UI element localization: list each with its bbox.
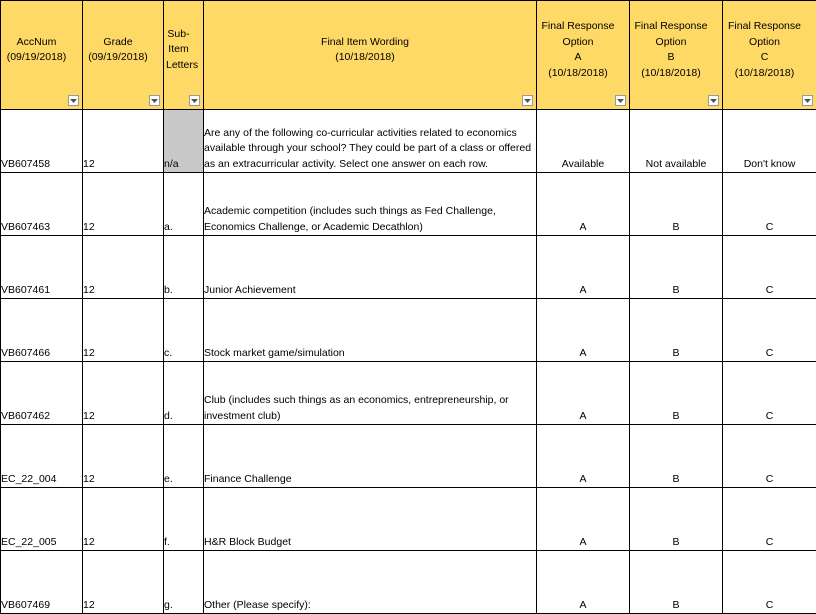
- dropdown-arrow-icon: [617, 99, 624, 103]
- cell-item-wording[interactable]: H&R Block Budget: [204, 488, 537, 551]
- cell-item-wording[interactable]: Stock market game/simulation: [204, 299, 537, 362]
- dropdown-arrow-icon: [191, 99, 198, 103]
- cell-option-a[interactable]: Available: [537, 110, 630, 173]
- cell-item-wording[interactable]: Junior Achievement: [204, 236, 537, 299]
- header-row: [1, 1, 816, 110]
- filter-dropdown-button[interactable]: [68, 95, 79, 106]
- cell-option-b[interactable]: B: [630, 425, 723, 488]
- filter-dropdown-button[interactable]: [708, 95, 719, 106]
- cell-accnum[interactable]: VB607458: [1, 110, 83, 173]
- cell-sub-item[interactable]: e.: [164, 425, 204, 488]
- cell-option-a[interactable]: A: [537, 173, 630, 236]
- cell-sub-item[interactable]: n/a: [164, 110, 204, 173]
- column-header-label: Final Response Option A (10/18/2018): [537, 19, 629, 91]
- cell-grade[interactable]: 12: [83, 551, 164, 614]
- filter-dropdown-button[interactable]: [802, 95, 813, 106]
- cell-option-a[interactable]: A: [537, 488, 630, 551]
- column-header-final-item-wording: [204, 1, 537, 110]
- cell-grade[interactable]: 12: [83, 299, 164, 362]
- table-row: [1, 551, 816, 614]
- cell-grade[interactable]: 12: [83, 173, 164, 236]
- cell-item-wording[interactable]: Club (includes such things as an economics, entrepreneurship, or investment club): [204, 362, 537, 425]
- cell-option-b[interactable]: Not available: [630, 110, 723, 173]
- cell-option-c[interactable]: Don't know: [723, 110, 816, 173]
- cell-option-c[interactable]: C: [723, 362, 816, 425]
- table-row: [1, 236, 816, 299]
- cell-grade[interactable]: 12: [83, 488, 164, 551]
- dropdown-arrow-icon: [804, 99, 811, 103]
- cell-option-b[interactable]: B: [630, 299, 723, 362]
- cell-accnum[interactable]: VB607461: [1, 236, 83, 299]
- column-header-sub-item-letters: [164, 1, 204, 110]
- table-row: [1, 173, 816, 236]
- cell-sub-item[interactable]: d.: [164, 362, 204, 425]
- cell-sub-item[interactable]: g.: [164, 551, 204, 614]
- table-row: [1, 425, 816, 488]
- cell-accnum[interactable]: EC_22_005: [1, 488, 83, 551]
- filter-dropdown-button[interactable]: [189, 95, 200, 106]
- cell-option-a[interactable]: A: [537, 236, 630, 299]
- table-row: [1, 110, 816, 173]
- column-header-grade: [83, 1, 164, 110]
- cell-option-b[interactable]: B: [630, 173, 723, 236]
- table-row: [1, 488, 816, 551]
- cell-item-wording[interactable]: Academic competition (includes such things as Fed Challenge, Economics Challenge, or Academic Decathlon): [204, 173, 537, 236]
- dropdown-arrow-icon: [151, 99, 158, 103]
- column-header-label: Final Response Option C (10/18/2018): [723, 19, 816, 91]
- filter-dropdown-button[interactable]: [615, 95, 626, 106]
- dropdown-arrow-icon: [524, 99, 531, 103]
- filter-dropdown-button[interactable]: [522, 95, 533, 106]
- cell-option-c[interactable]: C: [723, 551, 816, 614]
- cell-option-a[interactable]: A: [537, 551, 630, 614]
- dropdown-arrow-icon: [70, 99, 77, 103]
- cell-option-b[interactable]: B: [630, 362, 723, 425]
- cell-grade[interactable]: 12: [83, 236, 164, 299]
- column-header-label: Final Response Option B (10/18/2018): [630, 19, 722, 91]
- column-header-label: AccNum (09/19/2018): [1, 35, 82, 76]
- cell-option-b[interactable]: B: [630, 551, 723, 614]
- cell-item-wording[interactable]: Are any of the following co-curricular activities related to economics available through your school? They could be part of a class or offered as an extracurricular activity. Select one answer on each row.: [204, 110, 537, 173]
- cell-grade[interactable]: 12: [83, 110, 164, 173]
- cell-accnum[interactable]: EC_22_004: [1, 425, 83, 488]
- cell-option-a[interactable]: A: [537, 299, 630, 362]
- cell-grade[interactable]: 12: [83, 362, 164, 425]
- column-header-option-a: [537, 1, 630, 110]
- cell-sub-item[interactable]: b.: [164, 236, 204, 299]
- cell-option-c[interactable]: C: [723, 236, 816, 299]
- table-row: [1, 362, 816, 425]
- cell-sub-item[interactable]: a.: [164, 173, 204, 236]
- column-header-label: Grade (09/19/2018): [83, 35, 163, 76]
- cell-grade[interactable]: 12: [83, 425, 164, 488]
- cell-accnum[interactable]: VB607466: [1, 299, 83, 362]
- cell-item-wording[interactable]: Other (Please specify):: [204, 551, 537, 614]
- cell-option-a[interactable]: A: [537, 362, 630, 425]
- cell-option-c[interactable]: C: [723, 425, 816, 488]
- column-header-option-b: [630, 1, 723, 110]
- column-header-label: Final Item Wording (10/18/2018): [204, 35, 536, 76]
- cell-accnum[interactable]: VB607469: [1, 551, 83, 614]
- column-header-label: Sub- Item Letters: [164, 27, 203, 84]
- cell-option-c[interactable]: C: [723, 488, 816, 551]
- cell-option-c[interactable]: C: [723, 299, 816, 362]
- cell-accnum[interactable]: VB607462: [1, 362, 83, 425]
- cell-sub-item[interactable]: c.: [164, 299, 204, 362]
- cell-option-a[interactable]: A: [537, 425, 630, 488]
- cell-option-b[interactable]: B: [630, 488, 723, 551]
- filter-dropdown-button[interactable]: [149, 95, 160, 106]
- cell-accnum[interactable]: VB607463: [1, 173, 83, 236]
- cell-item-wording[interactable]: Finance Challenge: [204, 425, 537, 488]
- column-header-option-c: [723, 1, 816, 110]
- cell-sub-item[interactable]: f.: [164, 488, 204, 551]
- cell-option-b[interactable]: B: [630, 236, 723, 299]
- table-row: [1, 299, 816, 362]
- dropdown-arrow-icon: [710, 99, 717, 103]
- column-header-accnum: [1, 1, 83, 110]
- cell-option-c[interactable]: C: [723, 173, 816, 236]
